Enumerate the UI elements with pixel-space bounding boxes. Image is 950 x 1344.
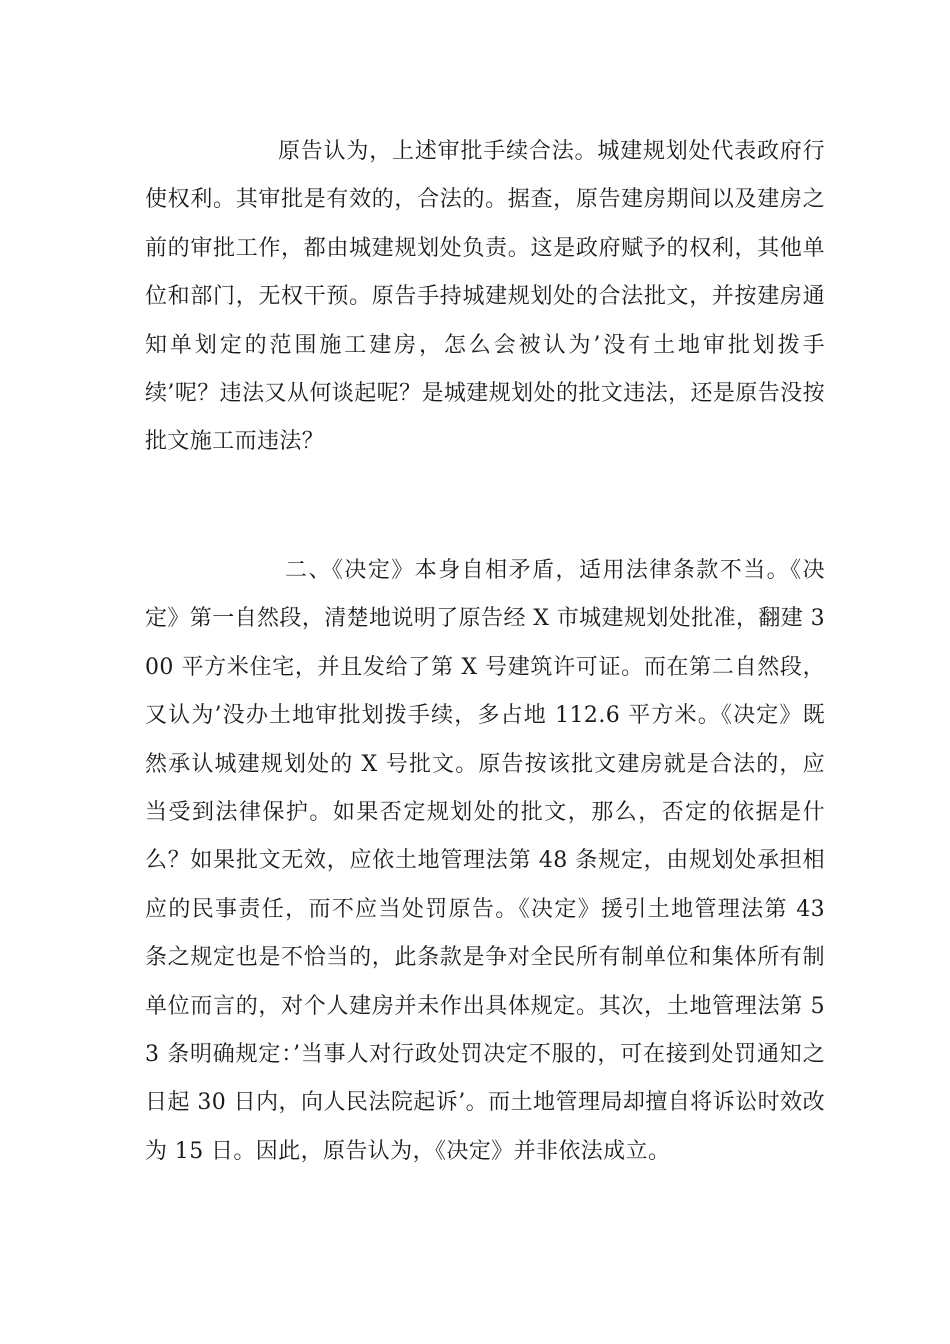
paragraph-decision-contradiction: 二、《决定》本身自相矛盾，适用法律条款不当。《决定》第一自然段，清楚地说明了原告经 X 市城建规划处批准，翻建 300 平方米住宅，并且发给了第 X 号建筑许可证。而在第二自然段，又认为’没办土地审批划拨手续，多占地 112.6 平方米。《决定》既然承认城建规划处的 X 号批文。原告按该批文建房就是合法的，应当受到法律保护。如果否定规划处的批文，那么，否定的依据是什么？如果批文无效，应依土地管理法第 48 条规定，由规划处承担相应的民事责任，而不应当处罚原告。《决定》援引土地管理法第 43 条之规定也是不恰当的，此条款是争对全民所有制单位和集体所有制单位而言的，对个人建房并未作出具体规定。其次，土地管理法第 53 条明确规定：’当事人对行政处罚决定不服的，可在接到处罚通知之日起 30 日内，向人民法院起诉’。而土地管理局却擅自将诉讼时效改为 15 日。因此，原告认为，《决定》并非依法成立。 [145, 558, 825, 1164]
paragraph-plaintiff-argument: 原告认为，上述审批手续合法。城建规划处代表政府行使权利。其审批是有效的，合法的。据查，原告建房期间以及建房之前的审批工作，都由城建规划处负责。这是政府赋予的权利，其他单位和部门，无权干预。原告手持城建规划处的合法批文，并按建房通知单划定的范围施工建房，怎么会被认为’没有土地审批划拨手续’呢？违法又从何谈起呢？是城建规划处的批文违法，还是原告没按批文施工而违法？ [145, 139, 825, 455]
